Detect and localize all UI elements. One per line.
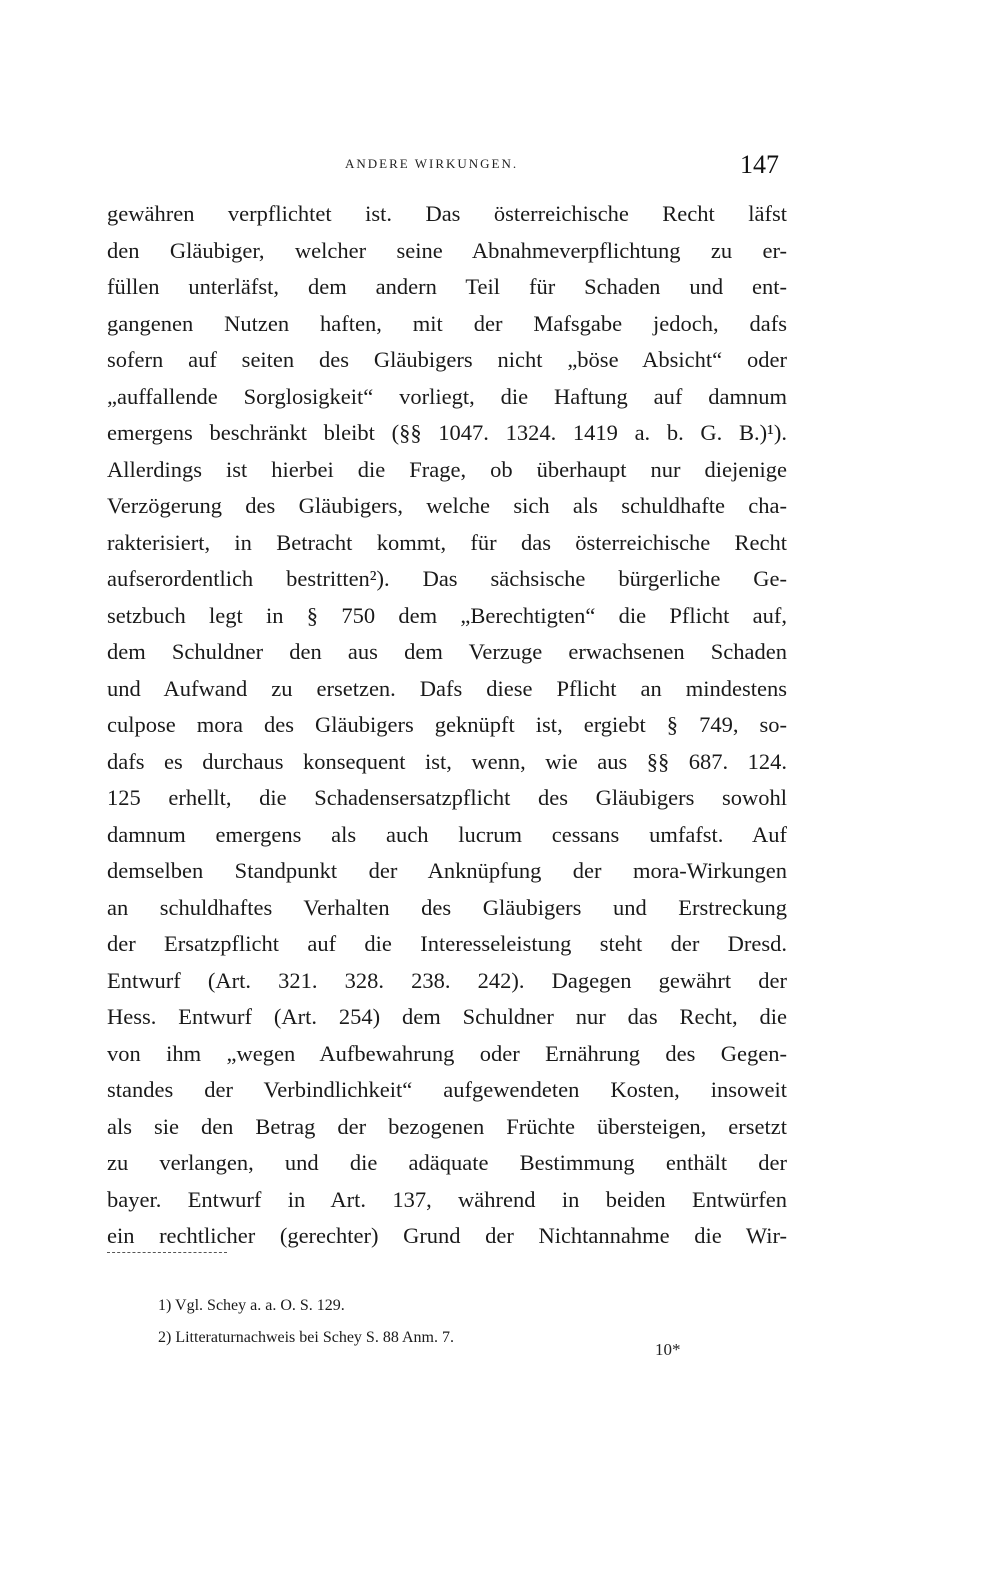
body-line: 125 erhellt, die Schadensersatzpflicht des Gläubigers sowohl [107,785,787,810]
body-line: culpose mora des Gläubigers geknüpft ist, ergiebt § 749, so- [107,712,787,737]
body-line: damnum emergens als auch lucrum cessans umfafst. Auf [107,821,787,847]
body-line: an schuldhaftes Verhalten des Gläubigers und Erstreckung [107,894,787,920]
body-line: bayer. Entwurf in Art. 137, während in beiden Entwürfen [107,1186,787,1212]
body-line: sofern auf seiten des Gläubigers nicht „böse Absicht“ oder [107,347,787,372]
body-line: als sie den Betrag der bezogenen Früchte übersteigen, ersetzt [107,1113,787,1139]
body-text [107,196,787,1255]
body-line: emergens beschränkt bleibt (§§ 1047. 1324. 1419 a. b. G. B.)¹). [107,420,787,445]
body-line: „auffallende Sorglosigkeit“ vorliegt, die Haftung auf damnum [107,383,787,409]
body-line: und Aufwand zu ersetzen. Dafs diese Pflicht an mindestens [107,675,787,701]
body-line: von ihm „wegen Aufbewahrung oder Ernährung des Gegen- [107,1040,787,1066]
body-line: dafs es durchaus konsequent ist, wenn, wie aus §§ 687. 124. [107,748,787,774]
body-line: dem Schuldner den aus dem Verzuge erwachsenen Schaden [107,639,787,664]
body-line: den Gläubiger, welcher seine Abnahmeverpflichtung zu er- [107,237,787,263]
footnotes [158,1290,718,1354]
body-line: gangenen Nutzen haften, mit der Mafsgabe jedoch, dafs [107,310,787,336]
footnote: 2) Litteraturnachweis bei Schey S. 88 Anm. 7. [158,1329,454,1346]
body-line: Verzögerung des Gläubigers, welche sich als schuldhafte cha- [107,493,787,518]
running-head: ANDERE WIRKUNGEN. [345,156,519,171]
body-line: ein rechtlicher (gerechter) Grund der Nichtannahme die Wir- [107,1223,787,1248]
body-line: standes der Verbindlichkeit“ aufgewendeten Kosten, insoweit [107,1077,787,1102]
body-line: demselben Standpunkt der Anknüpfung der mora-Wirkungen [107,858,787,883]
signature-mark: 10* [655,1340,681,1359]
body-line: aufserordentlich bestritten²). Das sächsische bürgerliche Ge- [107,566,787,591]
body-line: Allerdings ist hierbei die Frage, ob überhaupt nur diejenige [107,456,787,482]
body-line: der Ersatzpflicht auf die Interesseleistung steht der Dresd. [107,931,787,956]
body-line: Entwurf (Art. 321. 328. 238. 242). Dagegen gewährt der [107,967,787,993]
body-line: setzbuch legt in § 750 dem „Berechtigten“ die Pflicht auf, [107,602,787,628]
body-line: füllen unterläfst, dem andern Teil für Schaden und ent- [107,274,787,299]
body-line: rakterisiert, in Betracht kommt, für das österreichische Recht [107,529,787,555]
body-line: Hess. Entwurf (Art. 254) dem Schuldner nur das Recht, die [107,1004,787,1029]
footnote: 1) Vgl. Schey a. a. O. S. 129. [158,1297,345,1314]
page-number: 147 [740,150,779,179]
body-line: gewähren verpflichtet ist. Das österreichische Recht läfst [107,201,787,226]
body-line: zu verlangen, und die adäquate Bestimmung enthält der [107,1150,787,1175]
footnote-divider [107,1252,227,1253]
